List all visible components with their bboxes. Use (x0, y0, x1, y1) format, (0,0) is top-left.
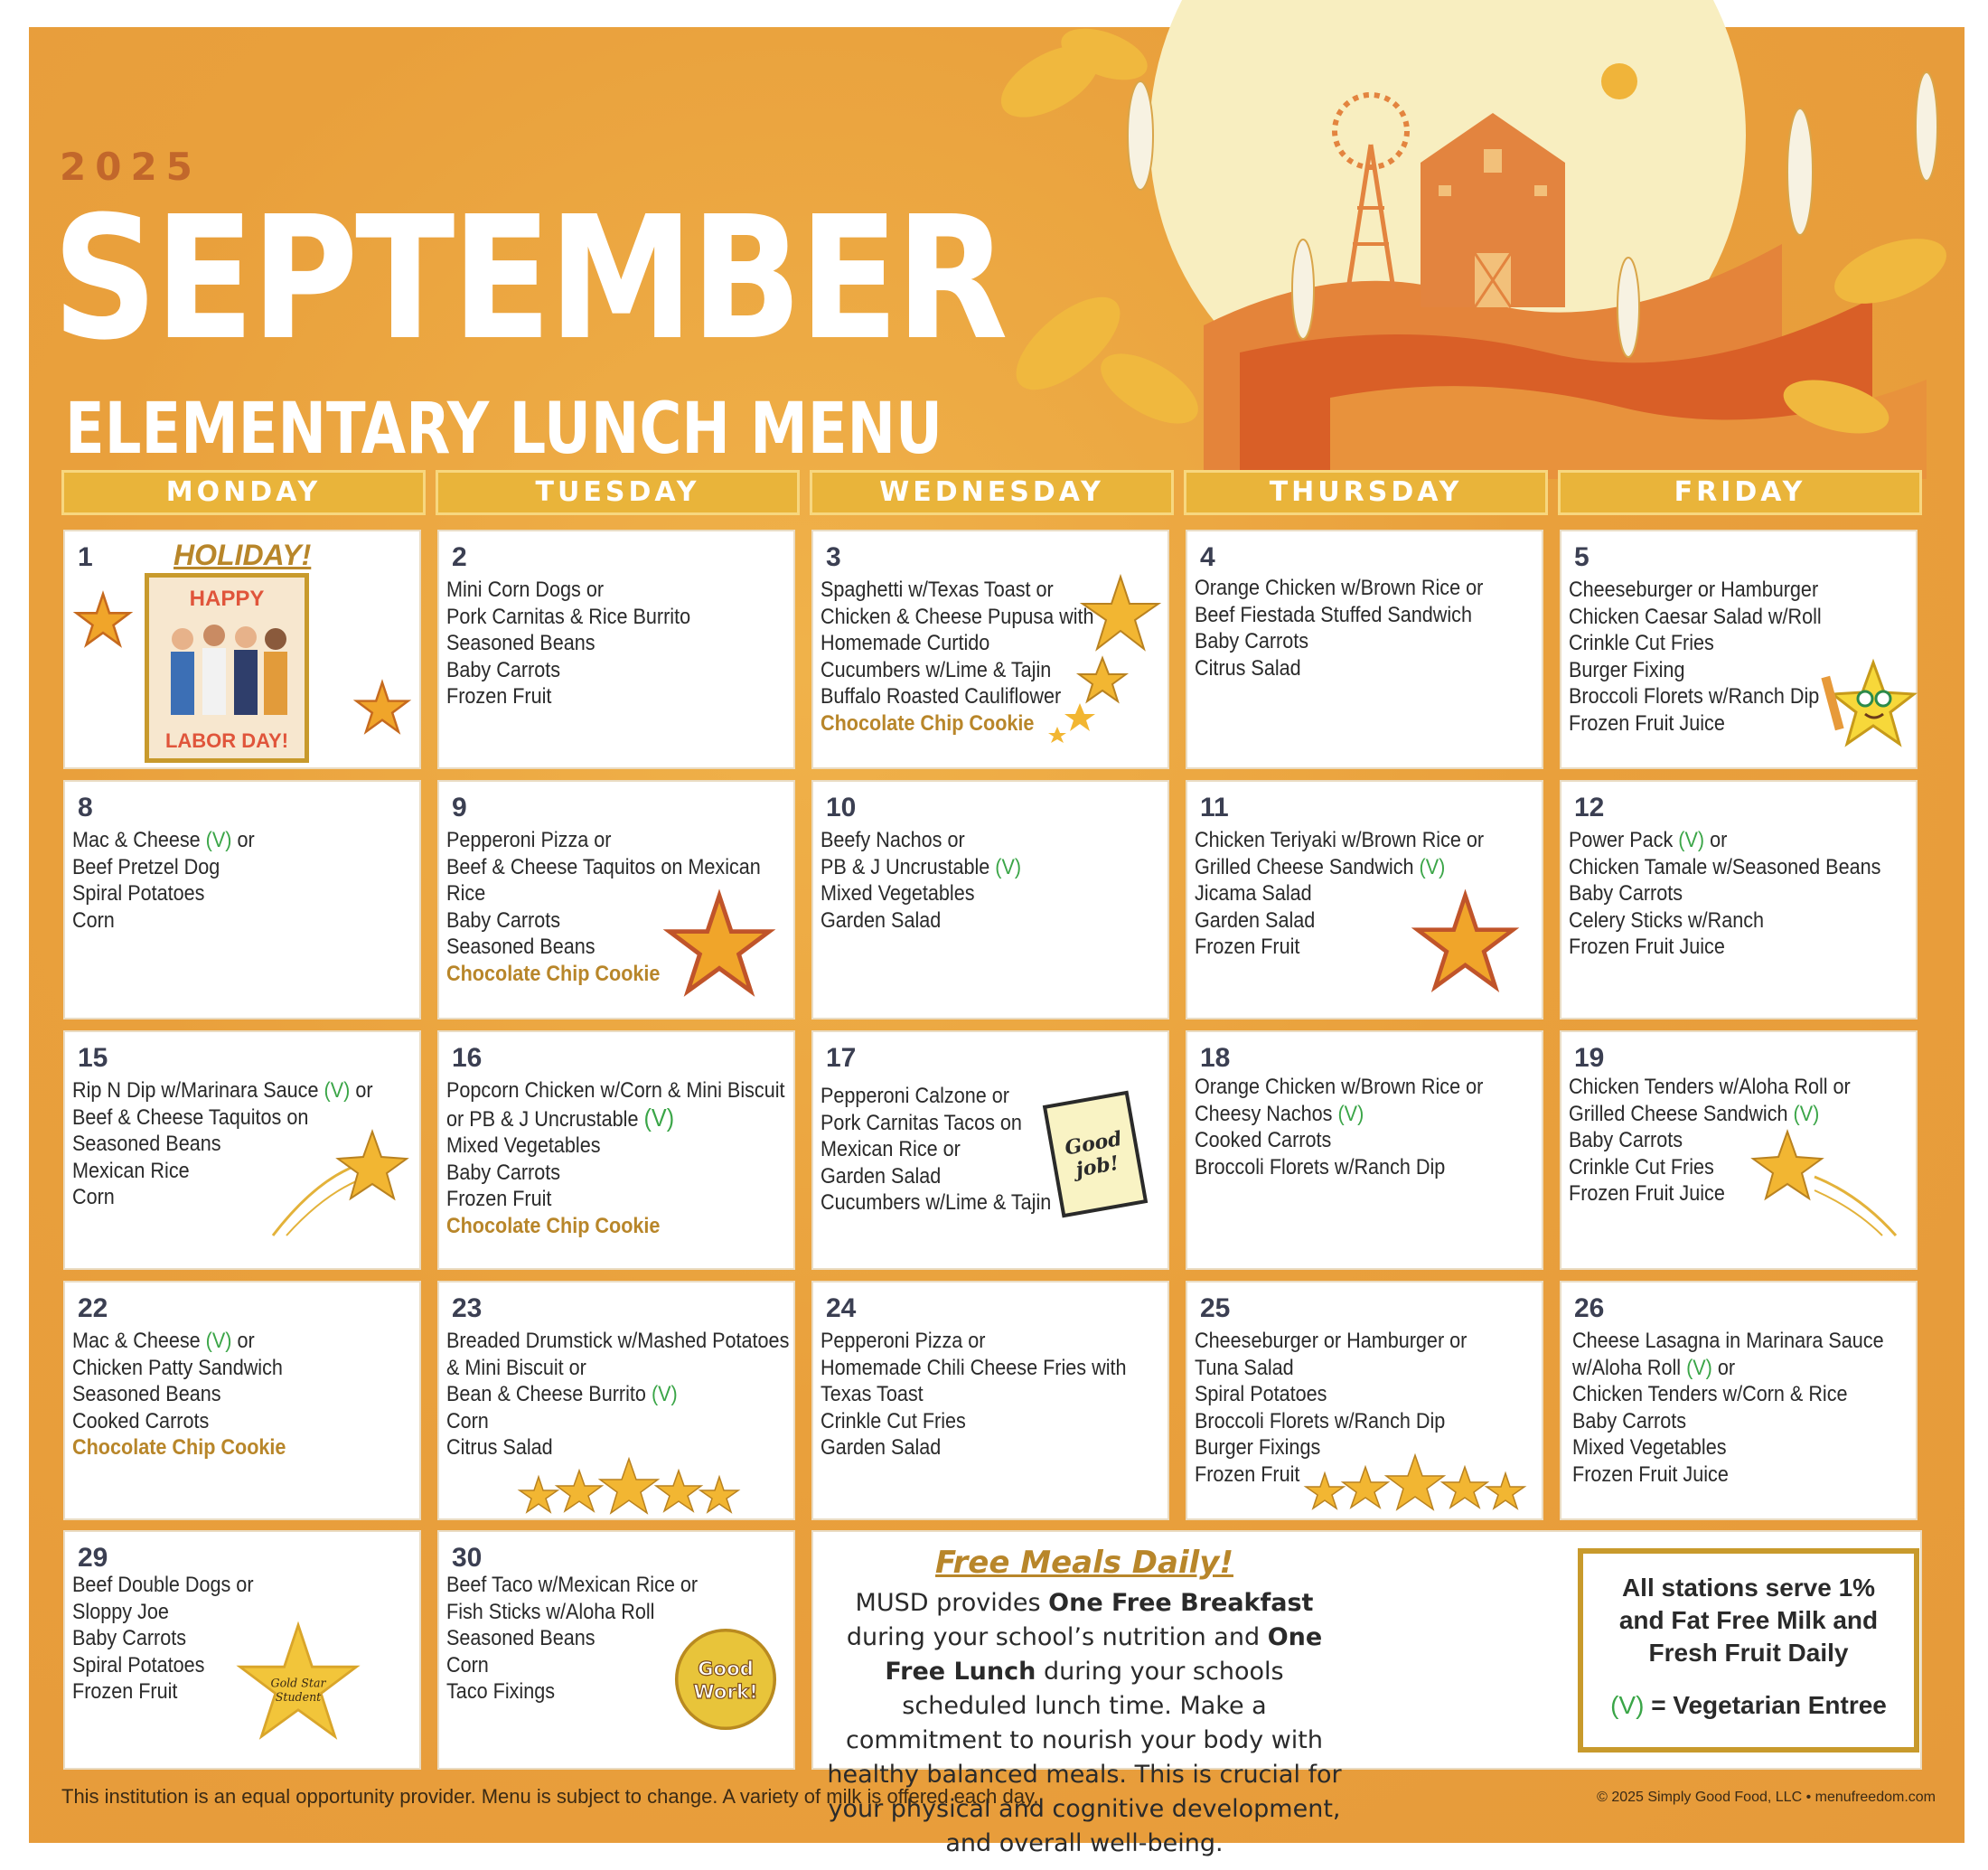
menu-item (1569, 827, 1876, 854)
good-job-text: Good job! (1063, 1126, 1124, 1182)
free-meals-text-part: during your school’s nutrition and (846, 1623, 1268, 1651)
day-number: 23 (452, 1293, 483, 1323)
veg-marker: (V) (995, 854, 1022, 879)
veg-marker: (V) (1678, 828, 1705, 852)
menu-item: Baby Carrots (446, 907, 561, 933)
menu-item: Tuna Salad (1195, 1355, 1294, 1380)
menu-item: Beef & Cheese Taquitos on Mexican (446, 854, 761, 879)
menu-item: Pork Carnitas & Rice Burrito (446, 604, 691, 629)
menu-item-text: Power Pack (1569, 828, 1674, 852)
menu-item: Garden Salad (821, 907, 942, 933)
day-number: 24 (826, 1293, 857, 1323)
menu-item: Seasoned Beans (446, 935, 595, 959)
day-number: 8 (78, 793, 93, 822)
weekday-tuesday: TUESDAY (436, 470, 800, 515)
menu-item-cookie: Chocolate Chip Cookie (72, 1435, 286, 1460)
gold-star-text: Gold Star (270, 1676, 326, 1690)
menu-item: Frozen Fruit (72, 1679, 178, 1704)
menu-item: Seasoned Beans (446, 631, 595, 655)
menu-item (821, 854, 1128, 881)
menu-item: Garden Salad (821, 1435, 942, 1460)
five-stars-icon (1307, 1451, 1524, 1514)
menu-item-text: Grilled Cheese Sandwich (1195, 854, 1414, 879)
menu-item: Orange Chicken w/Brown Rice or (1195, 1075, 1484, 1099)
day-cell-2 (437, 530, 795, 769)
menu-item: Burger Fixings (1195, 1435, 1321, 1460)
day-cell-9 (437, 780, 795, 1020)
menu-item: Pepperoni Calzone or (821, 1084, 1009, 1108)
menu-item: Beef & Cheese Taquitos on (72, 1104, 309, 1130)
good-work-badge-icon (672, 1626, 779, 1733)
veg-marker: (V) (205, 828, 232, 852)
menu-item: Mixed Vegetables (1572, 1435, 1727, 1460)
day-cell-16 (437, 1030, 795, 1270)
day-number: 22 (78, 1293, 108, 1323)
menu-items (1569, 827, 1910, 961)
day-number: 16 (452, 1043, 483, 1073)
star-icon (354, 680, 410, 736)
menu-item: Garden Salad (1195, 907, 1316, 933)
menu-item: Mexican Rice or (821, 1137, 961, 1161)
shooting-star-icon (264, 1123, 408, 1240)
free-meals-text (822, 1586, 1346, 1861)
day-number: 26 (1574, 1293, 1605, 1323)
menu-item: Garden Salad (821, 1163, 942, 1189)
menu-item-text: w/Aloha Roll (1572, 1355, 1682, 1380)
menu-item (446, 1381, 754, 1408)
veg-legend-marker: (V) (1610, 1691, 1645, 1719)
day-number: 25 (1200, 1293, 1231, 1323)
menu-item: Beef Double Dogs or (72, 1573, 254, 1597)
labor-day-image (145, 573, 309, 763)
menu-item: Mixed Vegetables (446, 1133, 601, 1158)
menu-item: Mexican Rice (72, 1158, 190, 1183)
day-number: 29 (78, 1543, 108, 1573)
student-text: Student (275, 1690, 322, 1704)
menu-item: Frozen Fruit (446, 684, 552, 709)
menu-item: Mini Corn Dogs or (446, 578, 605, 602)
menu-item: Chicken Tenders w/Corn & Rice (1572, 1382, 1848, 1406)
menu-item: Beefy Nachos or (821, 828, 965, 852)
good-text: Good (698, 1658, 754, 1681)
or-word: or (355, 1078, 373, 1103)
weekday-thursday: THURSDAY (1184, 470, 1548, 515)
or-word: or (1710, 828, 1728, 852)
menu-item: Broccoli Florets w/Ranch Dip (1569, 684, 1820, 709)
menu-item (1195, 854, 1502, 881)
menu-page (29, 27, 1965, 1857)
menu-item: Baby Carrots (1195, 629, 1309, 653)
month-title: SEPTEMBER (52, 180, 1006, 378)
menu-item (72, 1077, 380, 1104)
day-cell-1 (63, 530, 421, 769)
menu-item-text: PB & J Uncrustable (821, 854, 990, 879)
day-cell-8 (63, 780, 421, 1020)
veg-marker: (V) (1686, 1355, 1712, 1380)
menu-item: & Mini Biscuit or (446, 1355, 586, 1380)
menu-item-text: Grilled Cheese Sandwich (1569, 1101, 1788, 1126)
menu-item: Crinkle Cut Fries (1569, 1154, 1714, 1179)
menu-item: Pepperoni Pizza or (821, 1329, 986, 1353)
veg-marker: (V) (1419, 854, 1446, 879)
veg-marker: (V) (643, 1103, 675, 1132)
menu-item-cookie: Chocolate Chip Cookie (446, 961, 661, 986)
menu-item: Baby Carrots (446, 657, 561, 682)
free-meals-text-part: during your schools scheduled lunch time. Make a commitment to nourish your body with healthy balanced meals. This is crucial for your physical and cognitive development, and overall well-being. (827, 1658, 1342, 1857)
free-meals-text-part: MUSD provides (855, 1589, 1049, 1617)
menu-item: Corn (446, 1652, 489, 1677)
footer-disclaimer: This institution is an equal opportunity provider. Menu is subject to change. A variety of milk is offered each day. (61, 1785, 1039, 1808)
menu-item: Burger Fixing (1569, 657, 1685, 682)
menu-item: Spiral Potatoes (72, 1652, 205, 1677)
menu-item: Cooked Carrots (72, 1408, 210, 1433)
veg-marker: (V) (324, 1078, 351, 1103)
weekday-friday: FRIDAY (1558, 470, 1922, 515)
menu-item: Baby Carrots (1569, 1128, 1683, 1152)
day-number: 1 (78, 542, 93, 572)
menu-items (1195, 575, 1536, 681)
menu-item: Spiral Potatoes (1195, 1382, 1327, 1406)
free-meals-title: Free Meals Daily! (935, 1545, 1233, 1581)
menu-item: Cheeseburger or Hamburger or (1195, 1329, 1468, 1353)
menu-item: Taco Fixings (446, 1679, 556, 1704)
day-cell-10 (811, 780, 1169, 1020)
menu-item: Corn (446, 1408, 489, 1433)
menu-item: Beef Taco w/Mexican Rice or (446, 1573, 699, 1597)
menu-item: Baby Carrots (1569, 881, 1683, 906)
day-number: 2 (452, 542, 467, 572)
day-cell-19 (1560, 1030, 1918, 1270)
menu-items (446, 1328, 788, 1461)
free-lunch-emphasis: One Free Lunch (885, 1623, 1323, 1686)
farm-illustration (969, 27, 1965, 479)
footer-copyright: © 2025 Simply Good Food, LLC • menufreedom.com (1597, 1790, 1936, 1805)
year: 2025 (60, 145, 202, 189)
gold-star-student-icon (235, 1619, 361, 1745)
veg-marker: (V) (205, 1329, 232, 1353)
menu-item: Citrus Salad (1195, 655, 1301, 681)
day-number: 15 (78, 1043, 108, 1073)
menu-item: Beef Pretzel Dog (72, 854, 220, 879)
menu-items (821, 827, 1162, 934)
menu-item: Chicken Tenders w/Aloha Roll or (1569, 1075, 1851, 1099)
shooting-stars-icon (1039, 568, 1166, 748)
menu-items (821, 1328, 1162, 1461)
menu-items (446, 577, 788, 710)
workers-illustration (160, 619, 295, 719)
day-cell-29 (63, 1530, 421, 1770)
day-cell-5 (1560, 530, 1918, 769)
menu-item: Chicken & Cheese Pupusa with (821, 604, 1094, 629)
menu-items (446, 1077, 788, 1239)
menu-item: Jicama Salad (1195, 881, 1312, 906)
menu-item-cookie: Chocolate Chip Cookie (446, 1213, 661, 1238)
veg-legend-text: = Vegetarian Entree (1644, 1691, 1887, 1719)
menu-item: Celery Sticks w/Ranch (1569, 907, 1765, 933)
menu-item: Frozen Fruit Juice (1569, 935, 1725, 959)
day-number: 3 (826, 542, 841, 572)
menu-item: Homemade Chili Cheese Fries with (821, 1355, 1127, 1380)
day-cell-30 (437, 1530, 795, 1770)
menu-item (72, 827, 380, 854)
day-number: 10 (826, 793, 857, 822)
menu-item-text: Rip N Dip w/Marinara Sauce (72, 1078, 319, 1103)
menu-item: Popcorn Chicken w/Corn & Mini Biscuit (446, 1078, 785, 1103)
menu-item: Chicken Teriyaki w/Brown Rice or (1195, 828, 1485, 852)
day-number: 30 (452, 1543, 483, 1573)
menu-item: Baby Carrots (72, 1626, 187, 1650)
shooting-star-icon (1742, 1123, 1905, 1240)
menu-item: Buffalo Roasted Cauliflower (821, 684, 1062, 709)
day-number: 5 (1574, 542, 1589, 572)
menu-item-text: Bean & Cheese Burrito (446, 1382, 646, 1406)
five-stars-icon (520, 1454, 737, 1518)
star-burst-icon (665, 890, 774, 999)
menu-item (72, 1328, 380, 1355)
menu-item: Seasoned Beans (72, 1382, 221, 1406)
menu-item: Frozen Fruit (1195, 935, 1300, 959)
labor-day-text: LABOR DAY! (164, 729, 289, 752)
menu-items (1195, 1074, 1536, 1180)
day-cell-18 (1186, 1030, 1543, 1270)
menu-item: Chicken Caesar Salad w/Roll (1569, 604, 1822, 629)
menu-item: Baby Carrots (1572, 1408, 1687, 1433)
menu-item (1572, 1355, 1877, 1382)
menu-item: Mixed Vegetables (821, 881, 975, 906)
day-number: 9 (452, 793, 467, 822)
day-cell-11 (1186, 780, 1543, 1020)
menu-item: Texas Toast (821, 1382, 924, 1406)
menu-item: Orange Chicken w/Brown Rice or (1195, 576, 1484, 600)
menu-item: Frozen Fruit Juice (1572, 1461, 1729, 1487)
menu-item: Frozen Fruit Juice (1569, 1181, 1725, 1206)
menu-item: Frozen Fruit Juice (1569, 710, 1725, 736)
veg-marker: (V) (1793, 1101, 1820, 1126)
star-mascot-icon (1824, 658, 1914, 757)
veg-marker: (V) (1337, 1101, 1364, 1126)
day-cell-15 (63, 1030, 421, 1270)
free-breakfast-emphasis: One Free Breakfast (1048, 1589, 1314, 1617)
menu-item: Beef Fiestada Stuffed Sandwich (1195, 602, 1472, 627)
menu-item-cookie: Chocolate Chip Cookie (821, 710, 1035, 736)
menu-item: Frozen Fruit (1195, 1461, 1300, 1487)
day-number: 17 (826, 1043, 857, 1073)
menu-item: Homemade Curtido (821, 631, 990, 655)
or-word: or (237, 1329, 255, 1353)
weekday-monday: MONDAY (61, 470, 426, 515)
menu-item (1195, 1101, 1502, 1128)
menu-item: Spaghetti w/Texas Toast or (821, 578, 1054, 602)
menu-item: Sloppy Joe (72, 1599, 169, 1624)
menu-item: Citrus Salad (446, 1435, 553, 1460)
weekday-wednesday: WEDNESDAY (810, 470, 1174, 515)
day-cell-22 (63, 1281, 421, 1520)
menu-item: Broccoli Florets w/Ranch Dip (1195, 1408, 1446, 1433)
day-cell-23 (437, 1281, 795, 1520)
holiday-title: HOLIDAY! (173, 539, 312, 571)
milk-note-text: All stations serve 1% and Fat Free Milk and Fresh Fruit Daily (1618, 1574, 1879, 1667)
menu-item-text: or PB & J Uncrustable (446, 1106, 639, 1132)
menu-item: Cheese Lasagna in Marinara Sauce (1572, 1329, 1884, 1353)
menu-item: Corn (72, 1185, 115, 1209)
menu-item: Rice (446, 881, 486, 906)
day-number: 18 (1200, 1043, 1231, 1073)
labor-day-happy-text: HAPPY (189, 587, 265, 611)
day-cell-4 (1186, 530, 1543, 769)
day-cell-25 (1186, 1281, 1543, 1520)
menu-item: Cucumbers w/Lime & Tajin (821, 657, 1052, 682)
day-number: 12 (1574, 793, 1605, 822)
or-word: or (1717, 1355, 1736, 1380)
menu-item: Frozen Fruit (446, 1187, 552, 1211)
work-text: Work! (693, 1681, 758, 1705)
menu-item: Cucumbers w/Lime & Tajin (821, 1190, 1052, 1215)
menu-item: Pork Carnitas Tacos on (821, 1110, 1022, 1135)
menu-item: Chicken Tamale w/Seasoned Beans (1569, 854, 1881, 879)
day-cell-12 (1560, 780, 1918, 1020)
menu-item-text: Mac & Cheese (72, 828, 201, 852)
menu-item: Cooked Carrots (1195, 1128, 1332, 1152)
veg-legend (1583, 1689, 1914, 1722)
menu-item: Spiral Potatoes (72, 881, 205, 906)
menu-item: Pepperoni Pizza or (446, 828, 612, 852)
menu-item (446, 1104, 754, 1133)
menu-item: Baby Carrots (446, 1160, 561, 1185)
menu-items (72, 1328, 414, 1461)
menu-item: Seasoned Beans (446, 1626, 595, 1650)
menu-item: Chicken Patty Sandwich (72, 1355, 283, 1380)
menu-item: Seasoned Beans (72, 1132, 221, 1156)
menu-items (1572, 1328, 1910, 1488)
star-icon (74, 591, 132, 649)
day-number: 11 (1200, 793, 1229, 822)
day-number: 4 (1200, 542, 1215, 572)
or-word: or (237, 828, 255, 852)
menu-item: Fish Sticks w/Aloha Roll (446, 1599, 655, 1624)
menu-item: Breaded Drumstick w/Mashed Potatoes (446, 1329, 790, 1353)
menu-item-text: Mac & Cheese (72, 1329, 201, 1353)
veg-marker: (V) (651, 1382, 678, 1406)
day-cell-26 (1560, 1281, 1918, 1520)
day-cell-24 (811, 1281, 1169, 1520)
menu-item-text: Cheesy Nachos (1195, 1101, 1333, 1126)
menu-item: Corn (72, 907, 115, 933)
menu-item: Broccoli Florets w/Ranch Dip (1195, 1154, 1446, 1179)
menu-item: Crinkle Cut Fries (821, 1408, 966, 1433)
day-cell-3 (811, 530, 1169, 769)
menu-subtitle: ELEMENTARY LUNCH MENU (65, 389, 942, 470)
menu-item: Cheeseburger or Hamburger (1569, 578, 1819, 602)
menu-items (72, 827, 414, 934)
day-number: 19 (1574, 1043, 1605, 1073)
menu-item: Crinkle Cut Fries (1569, 631, 1714, 655)
day-cell-17 (811, 1030, 1169, 1270)
milk-note-box (1578, 1548, 1919, 1753)
star-burst-icon (1413, 890, 1517, 994)
